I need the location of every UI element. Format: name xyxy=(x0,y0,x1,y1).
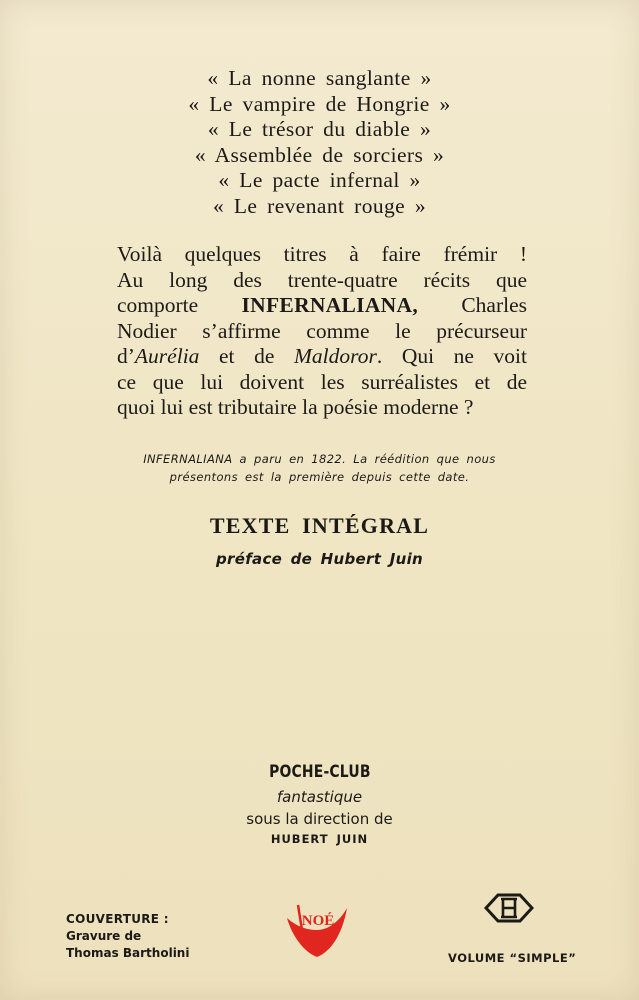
blurb-line: Nodier s’affirme comme le précurseur xyxy=(117,318,527,343)
edition-note xyxy=(0,450,639,486)
blurb-line: Voilà quelques titres à faire frémir ! xyxy=(117,242,527,266)
collection-block xyxy=(0,762,639,846)
book-title-inline: INFERNALIANA, xyxy=(241,293,419,317)
preface-credit: préface de Hubert Juin xyxy=(216,550,423,568)
cover-credit xyxy=(66,911,189,962)
story-title: « Assemblée de sorciers » xyxy=(194,142,445,167)
blurb-line xyxy=(117,293,527,319)
edition-note-line: présentons est la première depuis cette date. xyxy=(169,470,470,484)
noe-ark-logo-icon xyxy=(284,896,350,960)
work-title-aurelia: Aurélia xyxy=(134,344,200,368)
full-text-heading: TEXTE INTÉGRAL xyxy=(209,513,430,538)
blurb-text: comporte xyxy=(117,293,199,317)
collection-director: HUBERT JUIN xyxy=(270,832,369,846)
blurb-line xyxy=(117,344,527,370)
logo-text: NOÉ xyxy=(301,913,335,929)
story-title: « Le revenant rouge » xyxy=(212,193,427,218)
story-titles-list xyxy=(0,66,639,219)
blurb-paragraph xyxy=(117,242,527,421)
cover-credit-line: Thomas Bartholini xyxy=(66,946,190,960)
story-title: « Le pacte infernal » xyxy=(218,168,421,192)
blurb-line: Au long des trente-quatre récits que xyxy=(117,267,527,292)
collection-name: POCHE-CLUB xyxy=(268,762,371,782)
cover-credit-label: COUVERTURE : xyxy=(66,912,169,926)
volume-label: VOLUME “SIMPLE” xyxy=(448,951,577,965)
collection-subtitle: fantastique xyxy=(276,788,363,806)
edition-note-line: INFERNALIANA a paru en 1822. La réédition que nous xyxy=(143,452,496,466)
story-title: « Le trésor du diable » xyxy=(207,117,432,141)
blurb-line: quoi lui est tributaire la poésie moderne ? xyxy=(117,395,474,419)
hexagon-emblem-icon xyxy=(484,893,534,923)
blurb-line: ce que lui doivent les surréalistes et de xyxy=(117,369,527,394)
blurb-text: d’ xyxy=(117,344,135,368)
story-title: « Le vampire de Hongrie » xyxy=(188,91,451,116)
work-title-maldoror: Maldoror xyxy=(294,344,377,368)
blurb-text: Charles xyxy=(461,293,527,317)
cover-credit-line: Gravure de xyxy=(66,929,142,943)
blurb-text: . Qui ne voit xyxy=(376,344,527,368)
blurb-text: et de xyxy=(199,344,295,368)
story-title: « La nonne sanglante » xyxy=(207,66,432,90)
collection-direction: sous la direction de xyxy=(246,810,393,828)
